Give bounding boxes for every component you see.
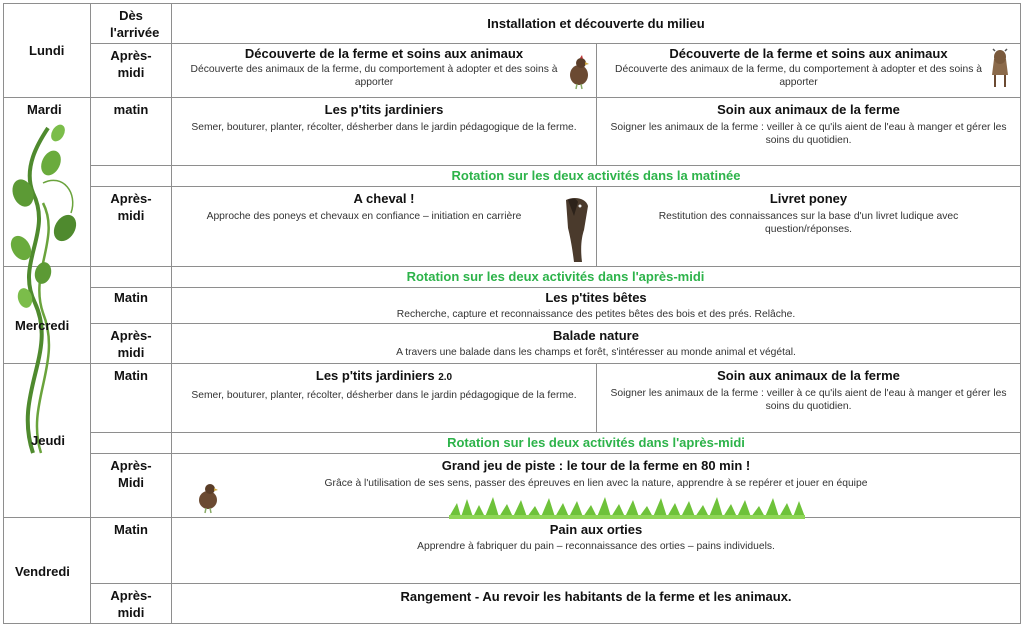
activity-mercredi-pm (172, 324, 1020, 363)
activity-mercredi-am (172, 288, 1020, 323)
activity-title: Soin aux animaux de la ferme (717, 368, 900, 383)
activity-mardi-pm-right (597, 187, 1020, 266)
grid-line (3, 623, 1021, 624)
slot-vendredi-pm: Après-midi (110, 588, 152, 620)
slot-mercredi-pm: Après-midi (110, 328, 152, 360)
activity-lundi-arrivee (172, 4, 1020, 43)
activity-desc: Soigner les animaux de la ferme : veiller à ce qu'ils aient de l'eau à manger et gérer les soins du quotidien. (610, 122, 1007, 146)
day-mercredi: Mercredi (15, 318, 70, 333)
hen-icon (197, 481, 219, 513)
activity-jeudi-am-left (172, 364, 596, 432)
activity-mardi-am-left (172, 98, 596, 165)
activity-title: Pain aux orties (549, 522, 643, 537)
day-lundi: Lundi (29, 43, 65, 58)
vine-decoration (3, 123, 93, 453)
activity-title-text: Les p'tits jardiniers (315, 368, 435, 383)
schedule-table (3, 3, 1021, 624)
activity-title: Soin aux animaux de la ferme (717, 102, 900, 117)
activity-title: A cheval ! (353, 191, 415, 206)
rotation-mardi-am: Rotation sur les deux activités dans la matinée (451, 168, 741, 183)
activity-title: Découverte de la ferme et soins aux animaux (244, 46, 524, 61)
activity-desc: Découverte des animaux de la ferme, du comportement à adopter et des soins à apporter (615, 64, 982, 88)
activity-title: Découverte de la ferme et soins aux animaux (669, 46, 948, 61)
activity-desc: Approche des poneys et chevaux en confiance – initiation en carrière (206, 211, 522, 222)
activity-vendredi-am (172, 518, 1020, 583)
grid-line (3, 266, 1021, 267)
slot-mardi-pm: Après-midi (110, 191, 152, 223)
activity-title: Les p'tites bêtes (545, 290, 647, 305)
grass-decoration (449, 495, 805, 519)
activity-title: Livret poney (769, 191, 848, 206)
activity-desc: Découverte des animaux de la ferme, du comportement à adopter et des soins à apporter (190, 64, 558, 88)
activity-desc: Restitution des connaissances sur la base d'un livret ludique avec question/réponses. (658, 211, 959, 235)
hen-icon (568, 55, 590, 89)
activity-title: Balade nature (553, 328, 639, 343)
activity-title: Installation et découverte du milieu (487, 16, 705, 31)
activity-title: Les p'tits jardiniers (324, 102, 444, 117)
slot-jeudi-am: Matin (114, 368, 148, 383)
slot-vendredi-am: Matin (114, 522, 148, 537)
rotation-mardi-pm: Rotation sur les deux activités dans l'après-midi (406, 269, 705, 284)
slot-lundi-pm: Après-midi (110, 48, 152, 80)
activity-title-version: 2.0 (438, 372, 453, 383)
grid-line (90, 165, 1021, 166)
slot-mercredi-am: Matin (114, 290, 148, 305)
activity-mardi-am-right (597, 98, 1020, 165)
goat-icon (988, 49, 1012, 87)
activity-title: Rangement - Au revoir les habitants de la ferme et les animaux. (400, 589, 792, 604)
activity-desc: Soigner les animaux de la ferme : veiller à ce qu'ils aient de l'eau à manger et gérer les soins du quotidien. (610, 388, 1007, 412)
activity-title: Grand jeu de piste : le tour de la ferme en 80 min ! (441, 458, 751, 473)
activity-lundi-pm-left (172, 44, 596, 97)
activity-desc: A travers une balade dans les champs et forêt, s'intéresser au monde animal et végétal. (396, 347, 796, 358)
horse-icon (560, 196, 594, 264)
slot-jeudi-pm: Après-Midi (110, 458, 152, 490)
grid-line (90, 432, 1021, 433)
activity-desc: Grâce à l'utilisation de ses sens, passer des épreuves en lien avec la nature, apprendre à se repérer et jouer en équipe (324, 478, 868, 489)
day-vendredi: Vendredi (15, 564, 70, 579)
day-jeudi: Jeudi (31, 433, 65, 448)
activity-jeudi-am-right (597, 364, 1020, 432)
slot-mardi-am: matin (113, 102, 149, 117)
activity-vendredi-pm (172, 584, 1020, 623)
activity-desc: Apprendre à fabriquer du pain – reconnaissance des orties – pains individuels. (417, 541, 775, 552)
activity-title (172, 368, 596, 386)
rotation-jeudi-pm: Rotation sur les deux activités dans l'après-midi (447, 435, 745, 450)
day-mardi: Mardi (27, 102, 62, 117)
activity-desc: Semer, bouturer, planter, récolter, désherber dans le jardin pédagogique de la ferme. (191, 390, 577, 401)
activity-lundi-pm-right (597, 44, 1020, 97)
slot-arrivee: Dès l'arrivée (110, 8, 160, 40)
activity-desc: Recherche, capture et reconnaissance des petites bêtes des bois et des prés. Relâche. (396, 309, 796, 320)
activity-mardi-pm-left (172, 187, 596, 266)
activity-desc: Semer, bouturer, planter, récolter, désherber dans le jardin pédagogique de la ferme. (191, 122, 577, 133)
